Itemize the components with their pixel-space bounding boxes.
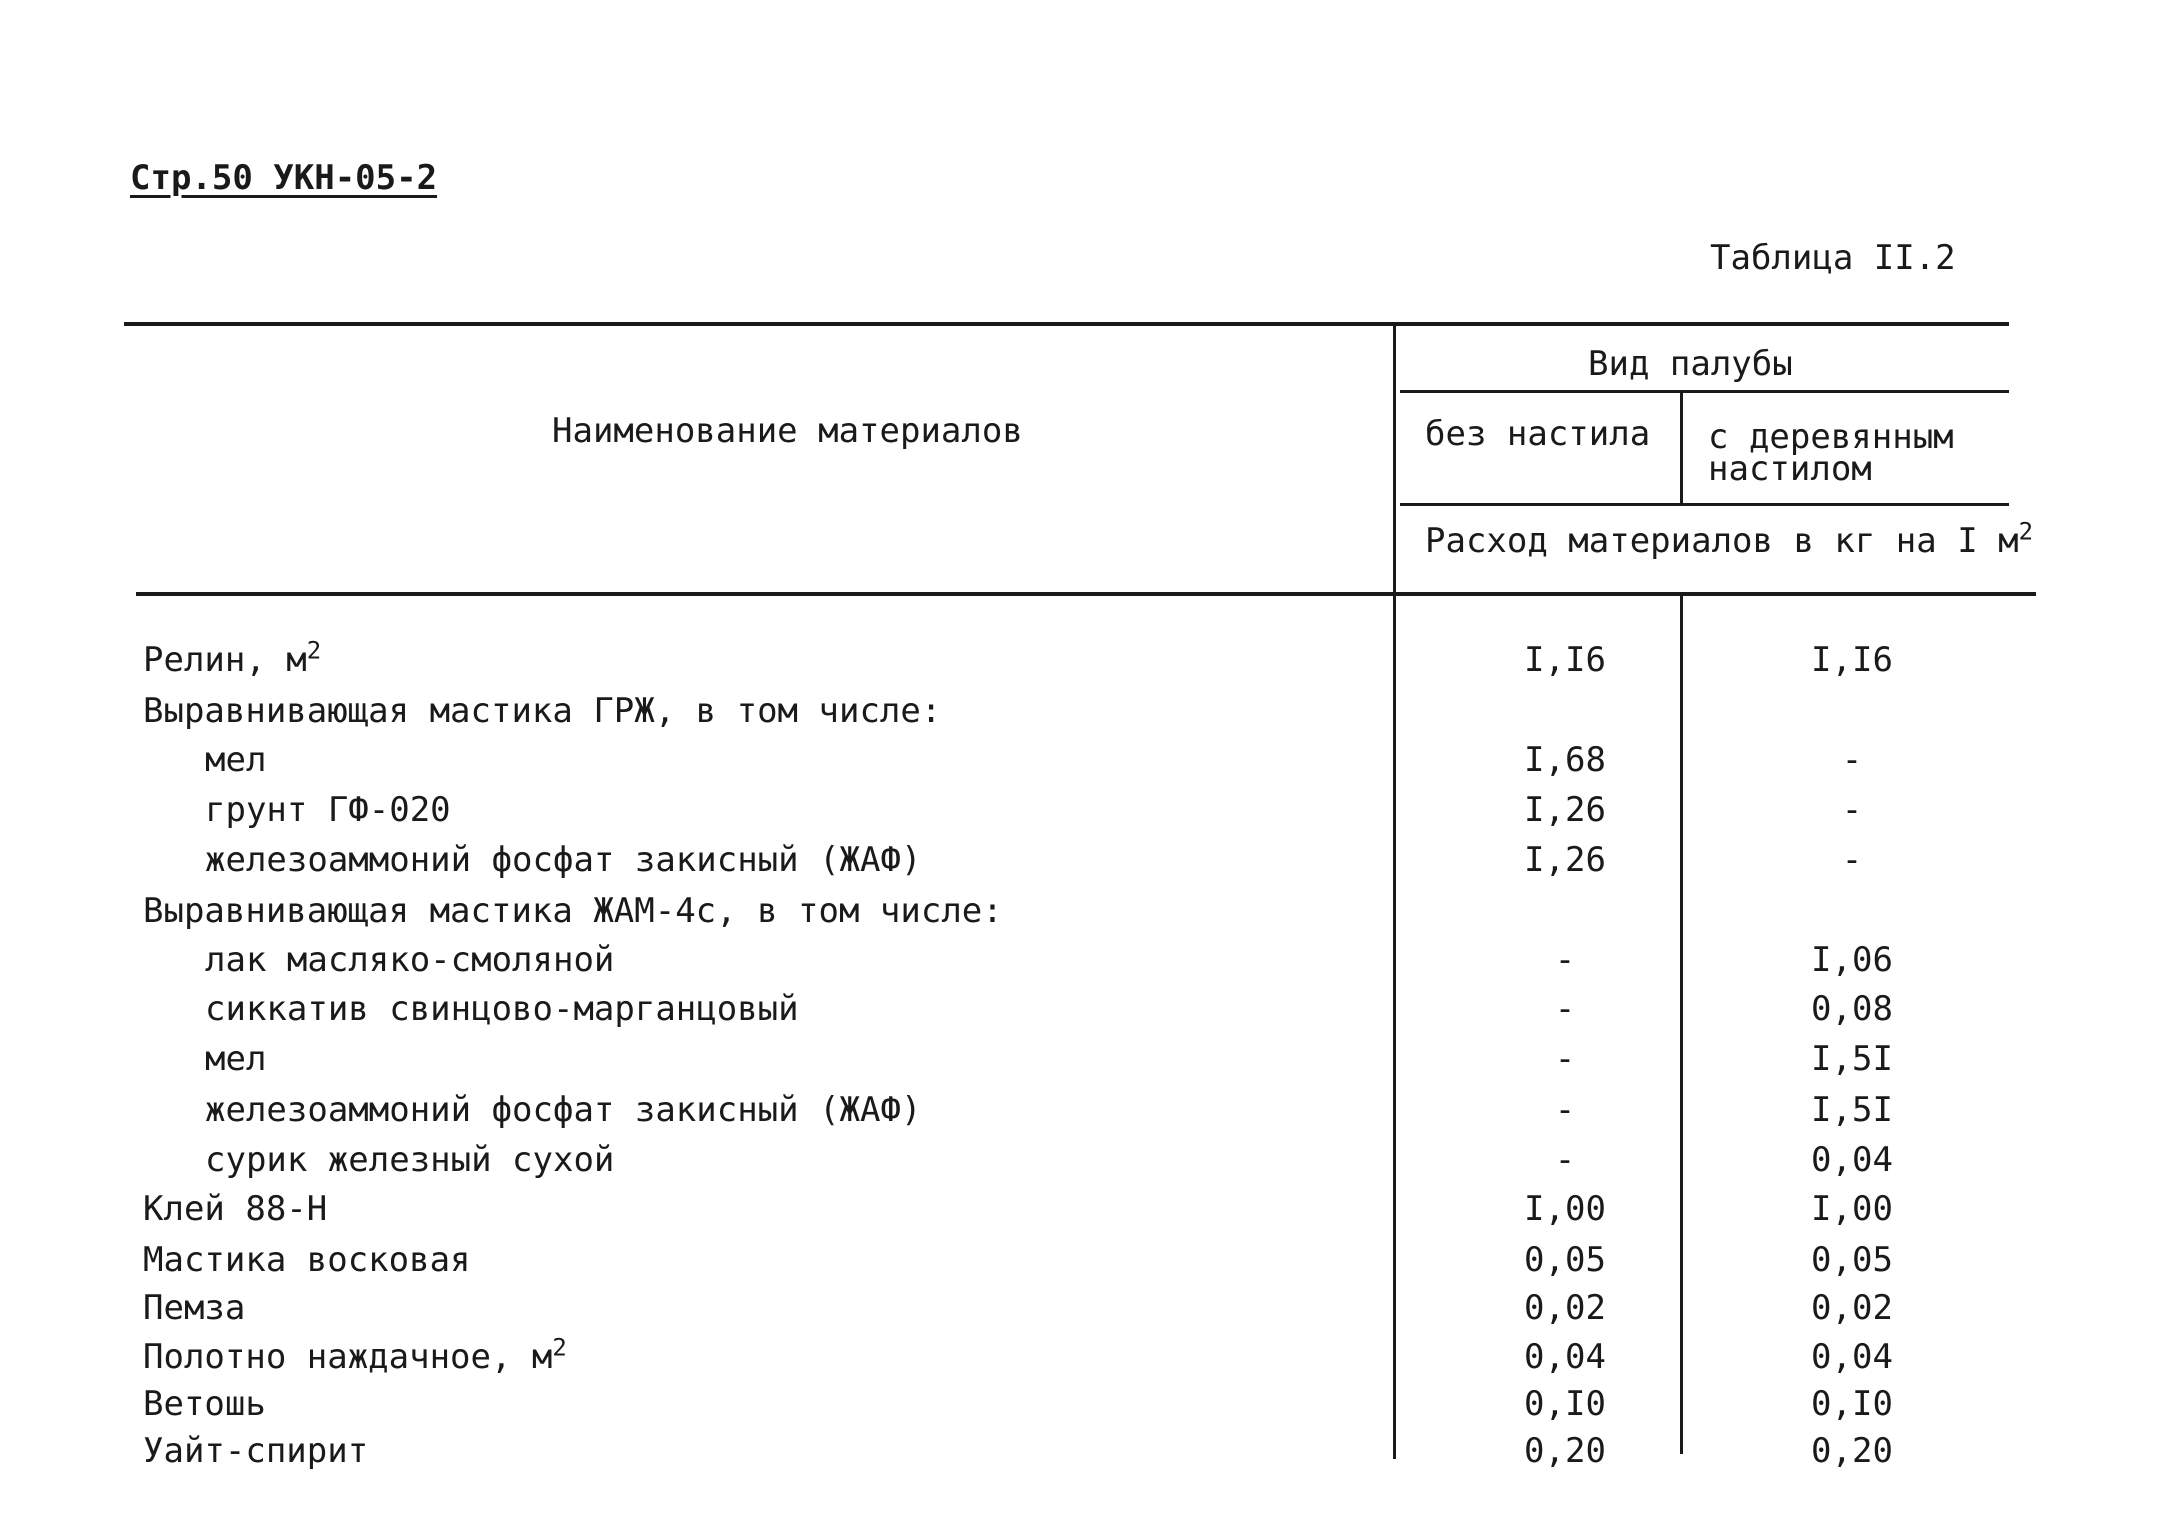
table-row bbox=[0, 1090, 2177, 1140]
header-bottom-rule bbox=[136, 592, 2036, 596]
value-without-deck: I,00 bbox=[1524, 1189, 1606, 1229]
value-without-deck: 0,02 bbox=[1524, 1288, 1606, 1328]
table-row bbox=[0, 1240, 2177, 1290]
table-row bbox=[0, 1431, 2177, 1481]
material-name: железоаммоний фосфат закисный (ЖАФ) bbox=[205, 1090, 922, 1130]
material-name: Релин, $м^2$ bbox=[143, 636, 322, 680]
material-name: сурик железный сухой bbox=[205, 1140, 615, 1180]
header-without-deck: без настила bbox=[1425, 414, 1651, 454]
header-consumption-unit bbox=[1425, 517, 2034, 561]
value-without-deck: I,68 bbox=[1524, 740, 1606, 780]
table-row bbox=[0, 1039, 2177, 1089]
material-name: Пемза bbox=[143, 1288, 246, 1328]
table-row bbox=[0, 1288, 2177, 1338]
value-wooden-deck: - bbox=[1841, 790, 1863, 830]
value-wooden-deck: 0,I0 bbox=[1811, 1384, 1893, 1424]
deck-type-rule bbox=[1400, 390, 2009, 393]
value-without-deck: 0,I0 bbox=[1524, 1384, 1606, 1424]
unit-superscript: 2 bbox=[552, 1333, 567, 1362]
value-wooden-deck: I,00 bbox=[1811, 1189, 1893, 1229]
table-row bbox=[0, 989, 2177, 1039]
value-wooden-deck: 0,02 bbox=[1811, 1288, 1893, 1328]
material-name: Выравнивающая мастика ЖАМ-4с, в том числе: bbox=[143, 891, 1003, 931]
table-row bbox=[0, 1189, 2177, 1239]
table-row bbox=[0, 840, 2177, 890]
value-wooden-deck: - bbox=[1841, 740, 1863, 780]
material-name: Мастика восковая bbox=[143, 1240, 471, 1280]
value-wooden-deck: I,I6 bbox=[1811, 640, 1893, 680]
value-wooden-deck: I,5I bbox=[1811, 1039, 1893, 1079]
value-without-deck: - bbox=[1554, 1090, 1576, 1130]
value-without-deck: 0,20 bbox=[1524, 1431, 1606, 1471]
table-row bbox=[0, 1384, 2177, 1434]
value-without-deck: I,26 bbox=[1524, 790, 1606, 830]
header-deck-type: Вид палубы bbox=[1588, 344, 1793, 384]
table-top-rule bbox=[124, 322, 2009, 326]
value-without-deck: - bbox=[1554, 989, 1576, 1029]
header-value-divider bbox=[1680, 390, 1683, 505]
value-wooden-deck: 0,08 bbox=[1811, 989, 1893, 1029]
header-wooden-deck-line2: настилом bbox=[1708, 449, 1872, 489]
value-wooden-deck: I,06 bbox=[1811, 940, 1893, 980]
material-name: Выравнивающая мастика ГРЖ, в том числе: bbox=[143, 691, 942, 731]
value-without-deck: 0,05 bbox=[1524, 1240, 1606, 1280]
material-name: Клей 88-Н bbox=[143, 1189, 328, 1229]
table-row bbox=[0, 1333, 2177, 1387]
material-name: Уайт-спирит bbox=[143, 1431, 369, 1471]
table-row bbox=[0, 1140, 2177, 1190]
unit-superscript: 2 bbox=[306, 636, 322, 665]
page-header: Стр.50 УКН-05-2 bbox=[130, 158, 438, 198]
value-without-deck: I,26 bbox=[1524, 840, 1606, 880]
table-row bbox=[0, 891, 2177, 941]
table-row bbox=[0, 691, 2177, 741]
header-consumption-sup: 2 bbox=[2018, 517, 2034, 546]
header-wooden-deck-line1: с деревянным bbox=[1708, 417, 1954, 457]
value-wooden-deck: I,5I bbox=[1811, 1090, 1893, 1130]
subheader-rule bbox=[1400, 503, 2009, 506]
value-wooden-deck: 0,20 bbox=[1811, 1431, 1893, 1471]
table-row bbox=[0, 636, 2177, 690]
value-without-deck: 0,04 bbox=[1524, 1337, 1606, 1377]
value-wooden-deck: 0,04 bbox=[1811, 1337, 1893, 1377]
header-consumption-text: Расход материалов в кг на I м bbox=[1425, 521, 2019, 561]
value-without-deck: - bbox=[1554, 1039, 1576, 1079]
material-name: Полотно наждачное, $м^2$ bbox=[143, 1333, 567, 1377]
value-wooden-deck: - bbox=[1841, 840, 1863, 880]
value-wooden-deck: 0,04 bbox=[1811, 1140, 1893, 1180]
material-name: мел bbox=[205, 1039, 267, 1079]
header-material-name: Наименование материалов bbox=[552, 411, 1023, 451]
table-row bbox=[0, 940, 2177, 990]
value-without-deck: - bbox=[1554, 940, 1576, 980]
table-row bbox=[0, 740, 2177, 790]
material-name: сиккатив свинцово-марганцовый bbox=[205, 989, 799, 1029]
value-without-deck: - bbox=[1554, 1140, 1576, 1180]
material-name: лак масляко-смоляной bbox=[205, 940, 615, 980]
value-without-deck: I,I6 bbox=[1524, 640, 1606, 680]
table-row bbox=[0, 790, 2177, 840]
value-wooden-deck: 0,05 bbox=[1811, 1240, 1893, 1280]
table-label: Таблица II.2 bbox=[1710, 238, 1956, 278]
material-name: Ветошь bbox=[143, 1384, 266, 1424]
material-name: грунт ГФ-020 bbox=[205, 790, 451, 830]
material-name: железоаммоний фосфат закисный (ЖАФ) bbox=[205, 840, 922, 880]
material-name: мел bbox=[205, 740, 267, 780]
